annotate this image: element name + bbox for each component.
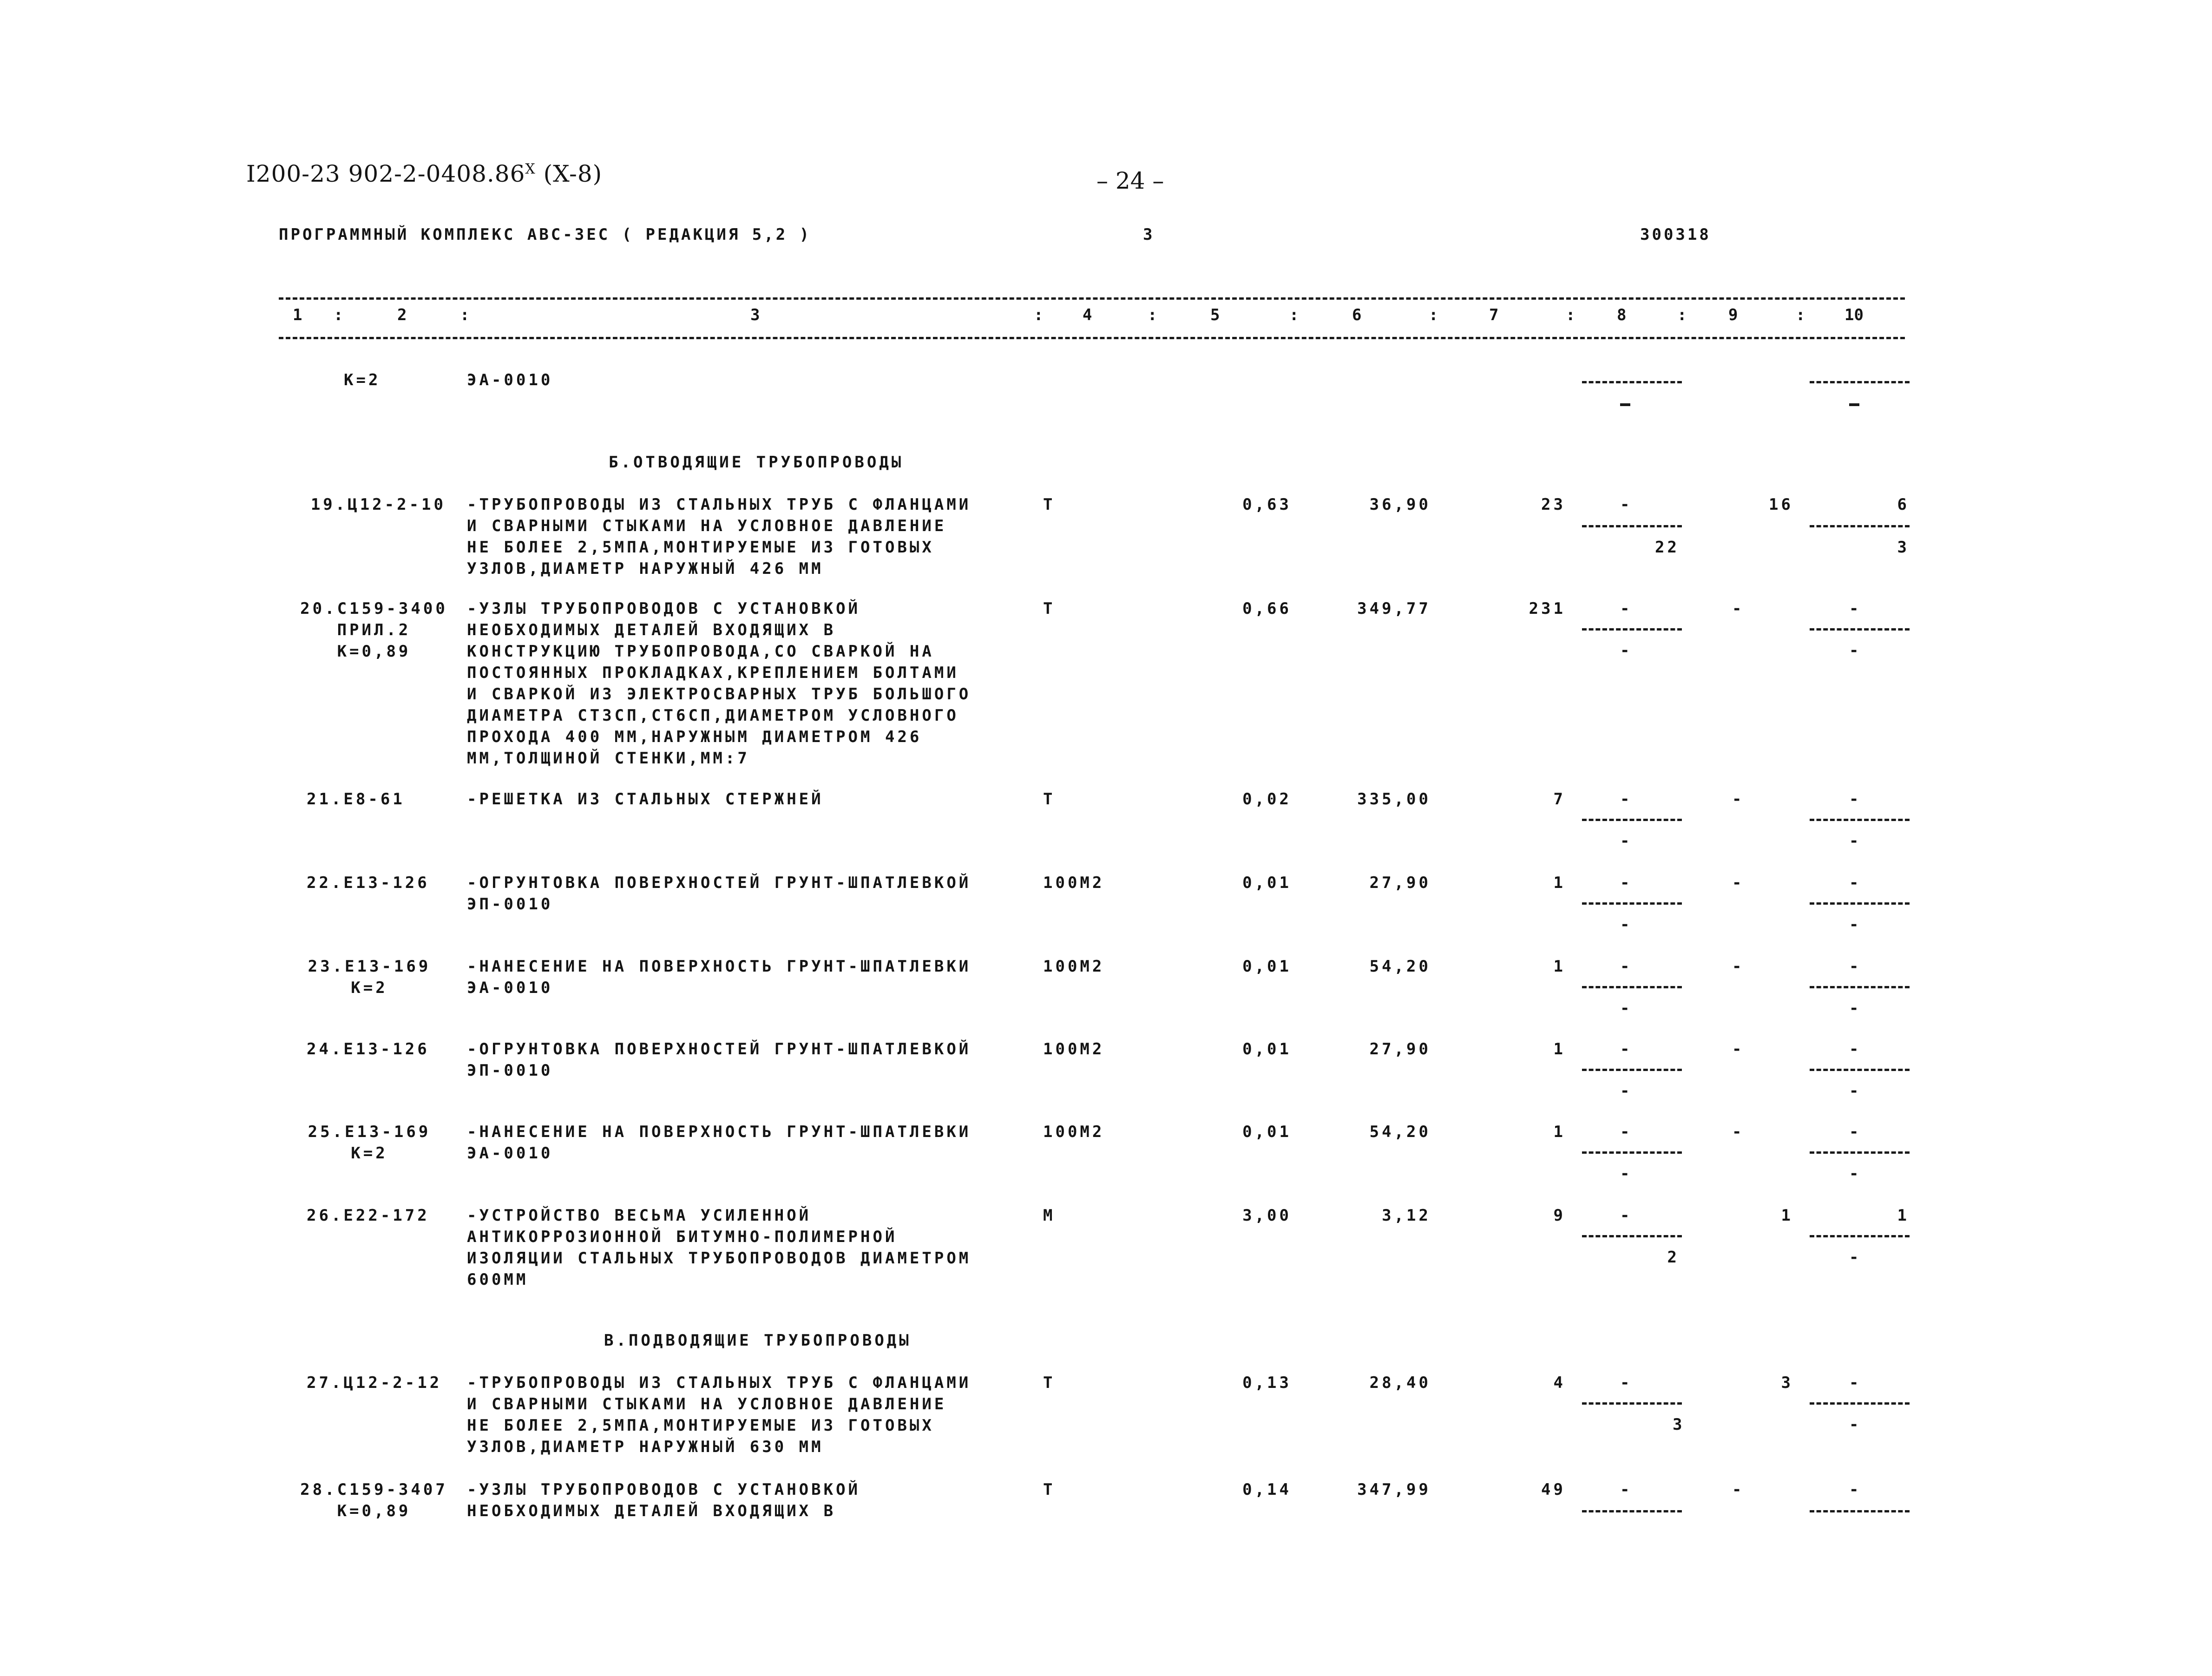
row-col8-top: - xyxy=(1620,874,1633,892)
dash-mark xyxy=(1849,403,1859,406)
row-code: 20.С159-3400 ПРИЛ.2 К=0,89 xyxy=(300,599,448,661)
row-price: 27,90 xyxy=(1369,1040,1431,1058)
row-col10-top: - xyxy=(1849,874,1862,892)
row-price: 54,20 xyxy=(1369,1123,1431,1141)
row-col10-bottom: - xyxy=(1849,999,1862,1018)
row-unit: Т xyxy=(1043,495,1056,514)
row-col10-bottom: 3 xyxy=(1897,538,1910,557)
row-col9: - xyxy=(1732,874,1745,892)
row-unit: Т xyxy=(1043,1480,1056,1499)
fraction-line xyxy=(1810,1402,1910,1405)
doc-id-superscript: X xyxy=(525,161,536,177)
fraction-line xyxy=(1582,1069,1682,1071)
row-col8-top: - xyxy=(1620,1040,1633,1058)
row-col8-top: - xyxy=(1620,1480,1633,1499)
row-price: 27,90 xyxy=(1369,874,1431,892)
row-col9: - xyxy=(1732,599,1745,618)
row-col8-bottom: - xyxy=(1620,832,1633,850)
row-col8-top: - xyxy=(1620,1123,1633,1141)
col-separator: : xyxy=(1289,306,1299,324)
row-total: 1 xyxy=(1553,957,1566,976)
row-quantity: 0,14 xyxy=(1242,1480,1292,1499)
row-price: 349,77 xyxy=(1357,599,1431,618)
row-code: 26.Е22-172 xyxy=(307,1206,430,1225)
row-price: 347,99 xyxy=(1357,1480,1431,1499)
row-total: 4 xyxy=(1553,1374,1566,1392)
row-col10-bottom: - xyxy=(1849,1415,1862,1434)
row-col10-top: 1 xyxy=(1897,1206,1910,1225)
row-quantity: 3,00 xyxy=(1242,1206,1292,1225)
row-code: 25.Е13-169 К=2 xyxy=(308,1123,431,1163)
col-separator: : xyxy=(1429,306,1438,324)
fraction-line xyxy=(1582,1510,1682,1512)
row-col9: 16 xyxy=(1769,495,1793,514)
program-code: 300318 xyxy=(1640,225,1711,244)
row-col10-top: - xyxy=(1849,1123,1862,1141)
row-quantity: 0,63 xyxy=(1242,495,1292,514)
row-total: 7 xyxy=(1553,790,1566,808)
row-col10-top: - xyxy=(1849,1480,1862,1499)
row-unit: Т xyxy=(1043,599,1056,618)
row-description: -УЗЛЫ ТРУБОПРОВОДОВ С УСТАНОВКОЙ НЕОБХОДИМЫХ ДЕТАЛЕЙ ВХОДЯЩИХ В КОНСТРУКЦИЮ ТРУБОПРОВОДА,СО СВАРКОЙ НА ПОСТОЯННЫХ ПРОКЛАДКАХ,КРЕПЛЕНИЕМ БОЛТАМИ И СВАРКОЙ ИЗ ЭЛЕКТРОСВАРНЫХ ТРУБ БОЛЬШОГО ДИАМЕТРА СТ3СП,СТ6СП,ДИАМЕТРОМ УСЛОВНОГО ПРОХОДА 400 ММ,НАРУЖНЫМ ДИАМЕТРОМ 426 ММ,ТОЛЩИНОЙ СТЕНКИ,ММ:7 xyxy=(467,599,971,768)
doc-id-text: I200-23 902-2-0408.86 xyxy=(246,160,525,187)
row-description: -НАНЕСЕНИЕ НА ПОВЕРХНОСТЬ ГРУНТ-ШПАТЛЕВКИ ЭА-0010 xyxy=(467,1123,971,1163)
row-quantity: 0,01 xyxy=(1242,957,1292,976)
row-code: 24.Е13-126 xyxy=(307,1040,430,1058)
row-code: 23.Е13-169 К=2 xyxy=(308,957,431,997)
row-col10-top: - xyxy=(1849,1040,1862,1058)
row-col9: 1 xyxy=(1781,1206,1793,1225)
col-separator: : xyxy=(460,306,470,324)
row-col10-top: - xyxy=(1849,599,1862,618)
row-quantity: 0,66 xyxy=(1242,599,1292,618)
row-code: 21.Е8-61 xyxy=(307,790,405,808)
fraction-line xyxy=(1582,628,1682,631)
row-code: 22.Е13-126 xyxy=(307,874,430,892)
row-quantity: 0,13 xyxy=(1242,1374,1292,1392)
fraction-line xyxy=(1810,1235,1910,1237)
row-col8-top: - xyxy=(1620,495,1633,514)
row-quantity: 0,01 xyxy=(1242,874,1292,892)
row-price: 36,90 xyxy=(1369,495,1431,514)
row-col10-top: 6 xyxy=(1897,495,1910,514)
row-col9: - xyxy=(1732,1123,1745,1141)
row-description: ЭА-0010 xyxy=(467,371,553,389)
col-2-label: 2 xyxy=(397,306,407,324)
row-col10-bottom: - xyxy=(1849,641,1862,660)
document-id xyxy=(246,160,602,187)
row-unit: Т xyxy=(1043,790,1056,808)
row-col8-bottom: 22 xyxy=(1655,538,1680,557)
row-col9: - xyxy=(1732,790,1745,808)
col-8-label: 8 xyxy=(1617,306,1627,324)
row-col8-top: - xyxy=(1620,599,1633,618)
row-total: 49 xyxy=(1541,1480,1566,1499)
fraction-line xyxy=(1582,525,1682,527)
row-col8-bottom: 3 xyxy=(1673,1415,1685,1434)
col-1-label: 1 xyxy=(293,306,302,324)
col-separator: : xyxy=(1034,306,1044,324)
section-title: Б.ОТВОДЯЩИЕ ТРУБОПРОВОДЫ xyxy=(609,453,904,472)
row-col9: 3 xyxy=(1781,1374,1793,1392)
row-quantity: 0,01 xyxy=(1242,1123,1292,1141)
row-col8-bottom: 2 xyxy=(1667,1248,1680,1267)
row-unit: 100М2 xyxy=(1043,1123,1105,1141)
row-unit: М xyxy=(1043,1206,1056,1225)
col-7-label: 7 xyxy=(1489,306,1499,324)
fraction-line xyxy=(1582,986,1682,988)
program-mid-code: 3 xyxy=(1143,225,1153,244)
row-code: К=2 xyxy=(344,371,381,389)
col-4-label: 4 xyxy=(1083,306,1092,324)
row-col10-top: - xyxy=(1849,790,1862,808)
fraction-line xyxy=(1810,1151,1910,1154)
col-separator: : xyxy=(1677,306,1687,324)
row-code: 19.Ц12-2-10 xyxy=(310,495,446,514)
col-5-label: 5 xyxy=(1210,306,1220,324)
row-description: -УЗЛЫ ТРУБОПРОВОДОВ С УСТАНОВКОЙ НЕОБХОДИМЫХ ДЕТАЛЕЙ ВХОДЯЩИХ В xyxy=(467,1480,861,1520)
col-6-label: 6 xyxy=(1352,306,1362,324)
program-title: ПРОГРАММНЫЙ КОМПЛЕКС АВС-ЗЕС ( РЕДАКЦИЯ 5,2 ) xyxy=(279,225,812,244)
col-3-label: 3 xyxy=(750,306,760,324)
row-col8-bottom: - xyxy=(1620,999,1633,1018)
row-total: 1 xyxy=(1553,1040,1566,1058)
fraction-line xyxy=(1582,1151,1682,1154)
row-col8-top: - xyxy=(1620,1374,1633,1392)
doc-series-text: (X-8) xyxy=(535,160,603,187)
fraction-line xyxy=(1810,1510,1910,1512)
page-number: – 24 – xyxy=(1096,167,1164,194)
row-unit: 100М2 xyxy=(1043,957,1105,976)
row-price: 54,20 xyxy=(1369,957,1431,976)
fraction-line xyxy=(1810,381,1910,383)
header-rule-bottom xyxy=(279,337,1905,339)
row-col10-top: - xyxy=(1849,1374,1862,1392)
row-col8-top: - xyxy=(1620,957,1633,976)
col-separator: : xyxy=(334,306,343,324)
row-total: 1 xyxy=(1553,1123,1566,1141)
dash-mark xyxy=(1620,403,1630,406)
fraction-line xyxy=(1810,525,1910,527)
fraction-line xyxy=(1582,902,1682,905)
row-price: 3,12 xyxy=(1382,1206,1431,1225)
col-separator: : xyxy=(1148,306,1157,324)
fraction-line xyxy=(1810,986,1910,988)
row-col10-bottom: - xyxy=(1849,832,1862,850)
row-col8-bottom: - xyxy=(1620,1082,1633,1100)
row-col10-bottom: - xyxy=(1849,1248,1862,1267)
row-col9: - xyxy=(1732,1040,1745,1058)
row-price: 335,00 xyxy=(1357,790,1431,808)
row-description: -УСТРОЙСТВО ВЕСЬМА УСИЛЕННОЙ АНТИКОРРОЗИОННОЙ БИТУМНО-ПОЛИМЕРНОЙ ИЗОЛЯЦИИ СТАЛЬНЫХ ТРУБОПРОВОДОВ ДИАМЕТРОМ 600ММ xyxy=(467,1206,971,1289)
row-col9: - xyxy=(1732,957,1745,976)
fraction-line xyxy=(1582,381,1682,383)
row-unit: 100М2 xyxy=(1043,874,1105,892)
row-col10-bottom: - xyxy=(1849,915,1862,934)
row-col10-top: - xyxy=(1849,957,1862,976)
fraction-line xyxy=(1582,819,1682,821)
header-rule-top xyxy=(279,297,1905,300)
col-10-label: 10 xyxy=(1844,306,1864,324)
row-code: 28.С159-3407 К=0,89 xyxy=(300,1480,448,1520)
row-col10-bottom: - xyxy=(1849,1082,1862,1100)
row-description: -ТРУБОПРОВОДЫ ИЗ СТАЛЬНЫХ ТРУБ С ФЛАНЦАМИ И СВАРНЫМИ СТЫКАМИ НА УСЛОВНОЕ ДАВЛЕНИЕ НЕ БОЛЕЕ 2,5МПА,МОНТИРУЕМЫЕ ИЗ ГОТОВЫХ УЗЛОВ,ДИАМЕТР НАРУЖНЫЙ 630 ММ xyxy=(467,1374,971,1456)
row-total: 1 xyxy=(1553,874,1566,892)
row-col8-bottom: - xyxy=(1620,915,1633,934)
row-col9: - xyxy=(1732,1480,1745,1499)
section-title: В.ПОДВОДЯЩИЕ ТРУБОПРОВОДЫ xyxy=(604,1331,912,1350)
row-col10-bottom: - xyxy=(1849,1164,1862,1183)
row-description: -НАНЕСЕНИЕ НА ПОВЕРХНОСТЬ ГРУНТ-ШПАТЛЕВКИ ЭА-0010 xyxy=(467,957,971,997)
fraction-line xyxy=(1582,1235,1682,1237)
col-separator: : xyxy=(1796,306,1805,324)
row-unit: Т xyxy=(1043,1374,1056,1392)
row-price: 28,40 xyxy=(1369,1374,1431,1392)
col-separator: : xyxy=(1566,306,1575,324)
row-col8-top: - xyxy=(1620,790,1633,808)
row-quantity: 0,01 xyxy=(1242,1040,1292,1058)
row-total: 9 xyxy=(1553,1206,1566,1225)
row-description: -ТРУБОПРОВОДЫ ИЗ СТАЛЬНЫХ ТРУБ С ФЛАНЦАМИ И СВАРНЫМИ СТЫКАМИ НА УСЛОВНОЕ ДАВЛЕНИЕ НЕ БОЛЕЕ 2,5МПА,МОНТИРУЕМЫЕ ИЗ ГОТОВЫХ УЗЛОВ,ДИАМЕТР НАРУЖНЫЙ 426 ММ xyxy=(467,495,971,578)
row-description: -РЕШЕТКА ИЗ СТАЛЬНЫХ СТЕРЖНЕЙ xyxy=(467,790,824,808)
row-unit: 100М2 xyxy=(1043,1040,1105,1058)
row-col8-bottom: - xyxy=(1620,641,1633,660)
row-description: -ОГРУНТОВКА ПОВЕРХНОСТЕЙ ГРУНТ-ШПАТЛЕВКОЙ ЭП-0010 xyxy=(467,874,971,914)
fraction-line xyxy=(1810,819,1910,821)
fraction-line xyxy=(1810,1069,1910,1071)
fraction-line xyxy=(1810,902,1910,905)
row-code: 27.Ц12-2-12 xyxy=(307,1374,442,1392)
row-col8-top: - xyxy=(1620,1206,1633,1225)
row-col8-bottom: - xyxy=(1620,1164,1633,1183)
fraction-line xyxy=(1810,628,1910,631)
row-description: -ОГРУНТОВКА ПОВЕРХНОСТЕЙ ГРУНТ-ШПАТЛЕВКОЙ ЭП-0010 xyxy=(467,1040,971,1080)
row-total: 23 xyxy=(1541,495,1566,514)
fraction-line xyxy=(1582,1402,1682,1405)
row-quantity: 0,02 xyxy=(1242,790,1292,808)
col-9-label: 9 xyxy=(1728,306,1738,324)
row-total: 231 xyxy=(1529,599,1566,618)
